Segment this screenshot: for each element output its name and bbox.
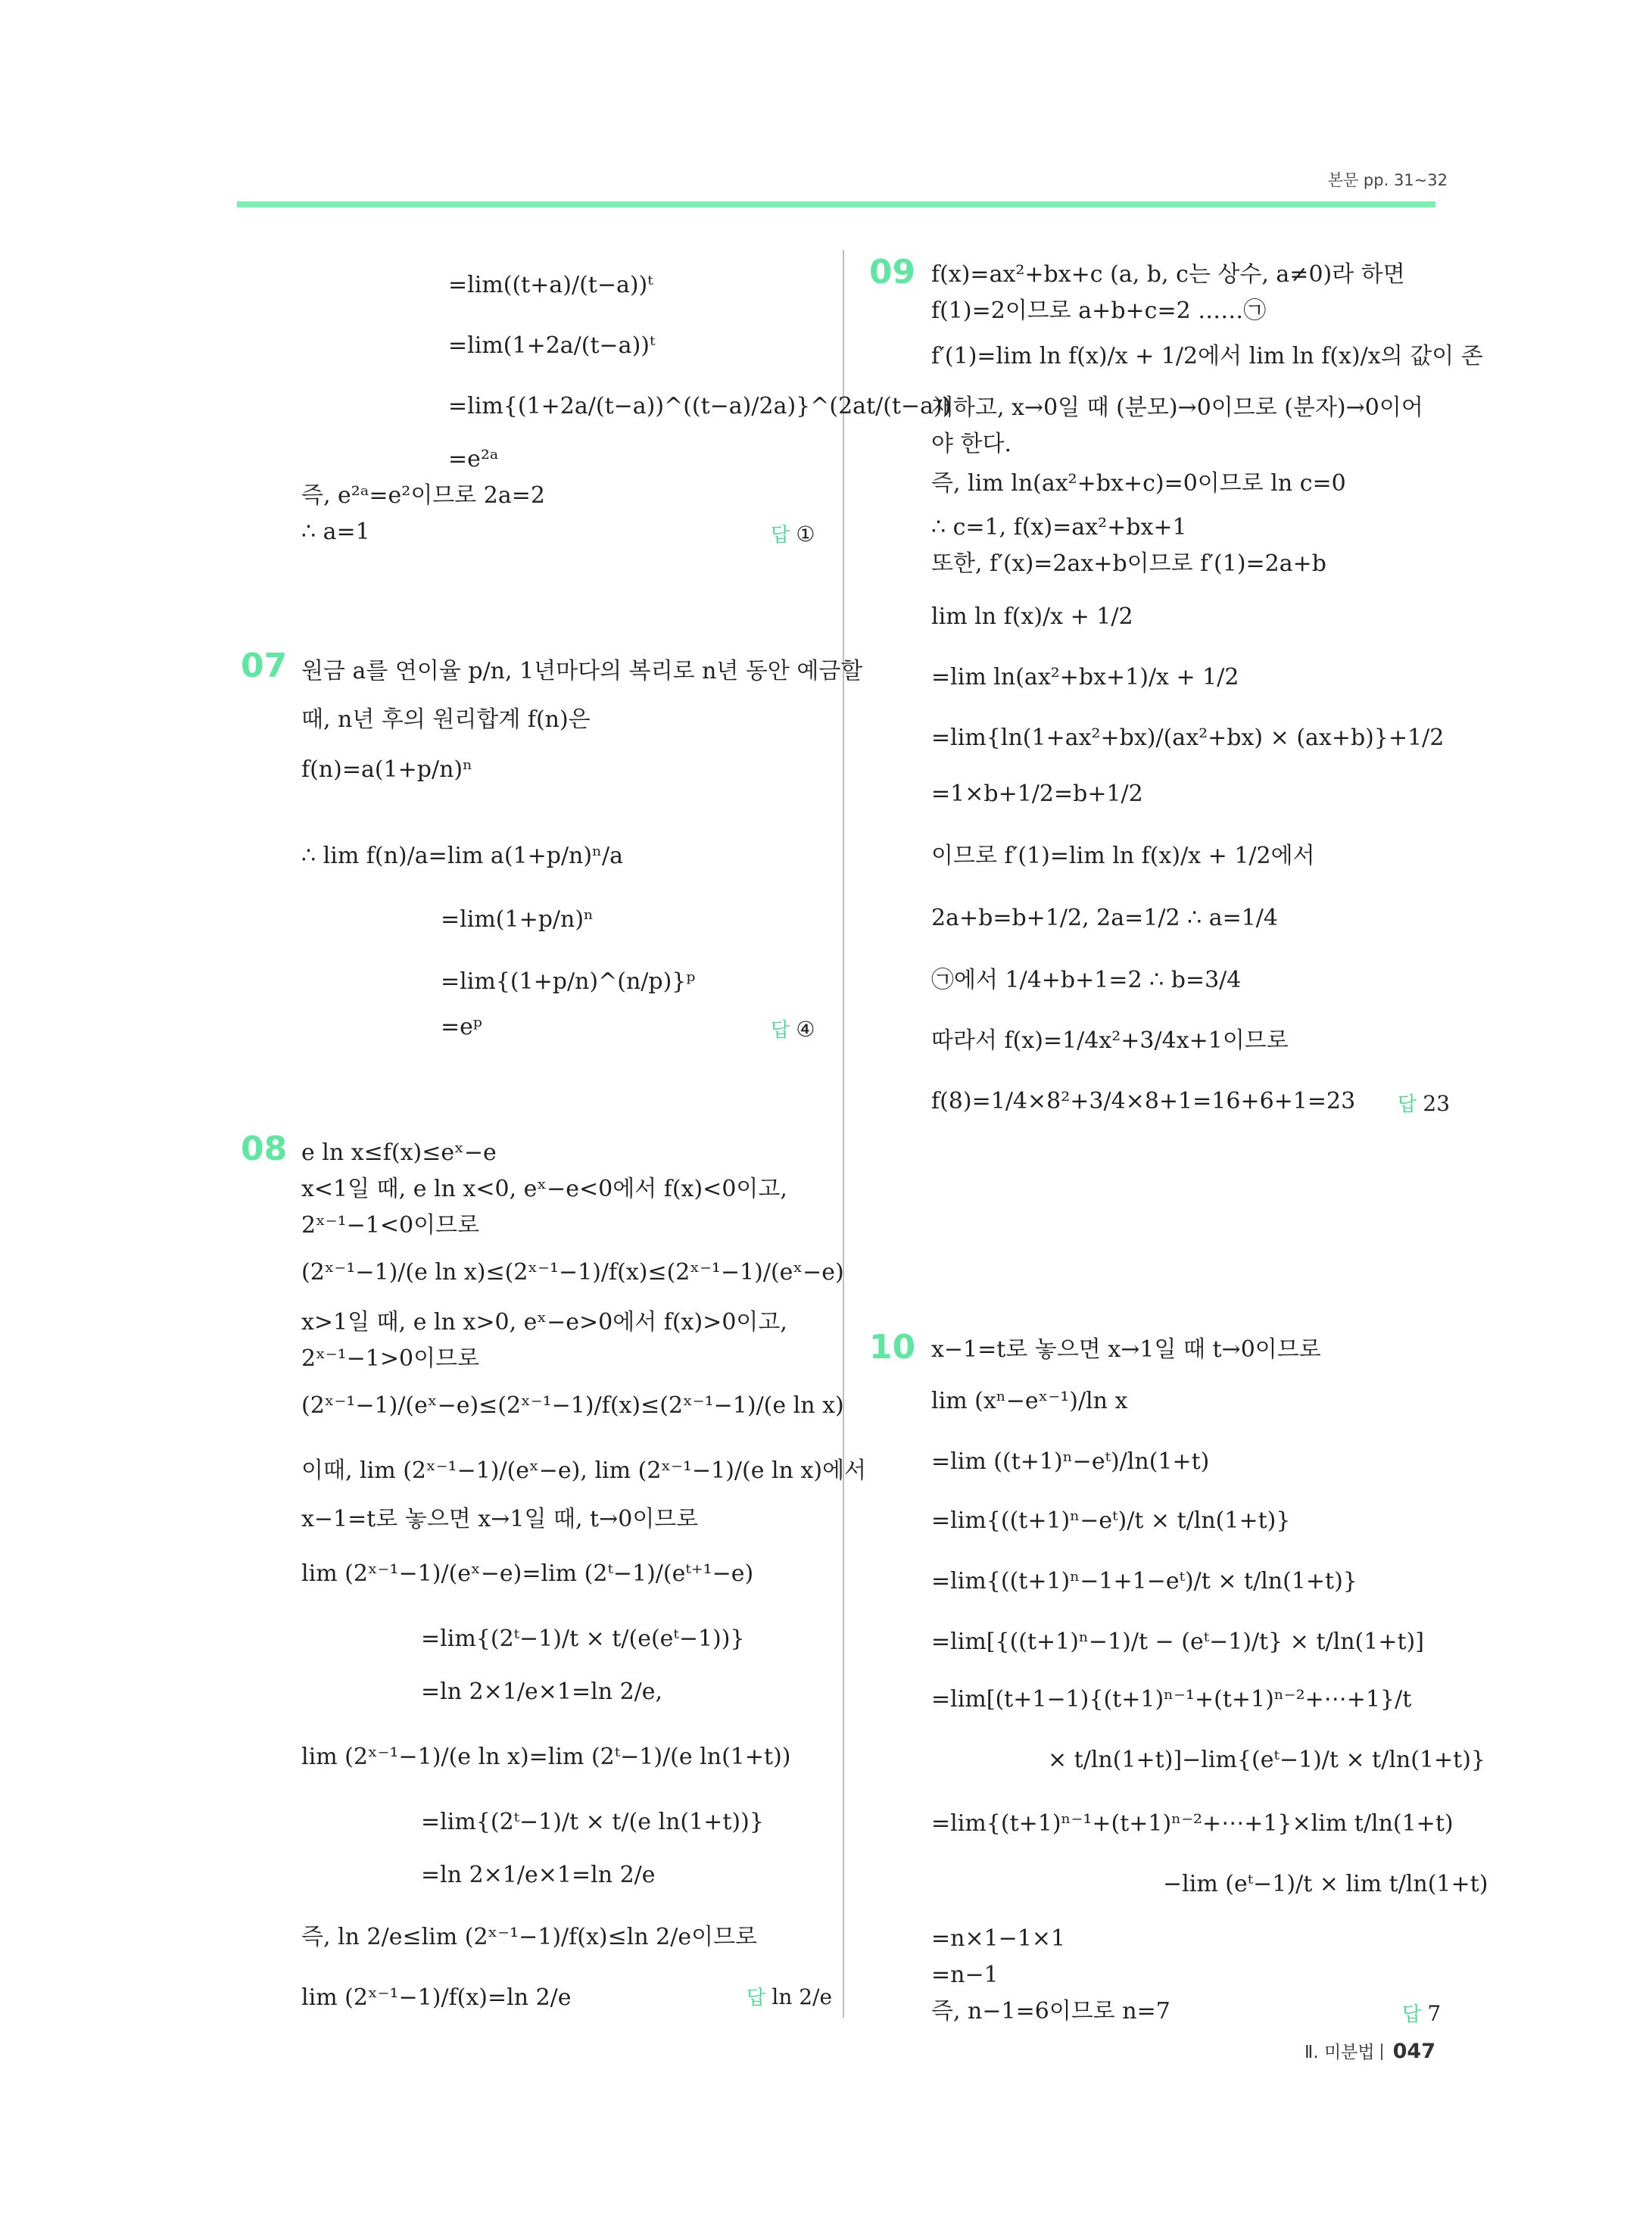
equation-line: =ln 2×1/e×1=ln 2/e [421,1862,656,1888]
equation-line: =lim{ln(1+ax²+bx)/(ax²+bx) × (ax+b)}+1/2 [931,725,1445,751]
page-reference: 본문 pp. 31~32 [1327,171,1448,189]
page-footer [1304,2038,1435,2063]
equation-line: × t/ln(1+t)]−lim{(eᵗ−1)/t × t/ln(1+t)} [1048,1747,1486,1773]
text-line: 2ˣ⁻¹−1<0이므로 [301,1212,480,1239]
equation-line: =lim{((t+1)ⁿ−eᵗ)/t × t/ln(1+t)} [931,1507,1291,1534]
problem-number: 09 [869,253,916,291]
answer-10: 답 7 [1402,2001,1442,2026]
text-line: x−1=t로 놓으면 x→1일 때, t→0이므로 [301,1506,699,1532]
equation-line: =e²ᵃ [448,446,499,472]
equation-line: (2ˣ⁻¹−1)/(e ln x)≤(2ˣ⁻¹−1)/f(x)≤(2ˣ⁻¹−1)/(eˣ−e) [301,1259,844,1286]
equation-line: e ln x≤f(x)≤eˣ−e [301,1139,497,1166]
equation-line: 또한, f′(x)=2ax+b이므로 f′(1)=2a+b [931,550,1326,577]
problem-number: 08 [241,1130,288,1168]
equation-line: ∴ lim f(n)/a=lim a(1+p/n)ⁿ/a [301,843,624,869]
equation-line: =lim{(2ᵗ−1)/t × t/(e(eᵗ−1))} [421,1626,745,1652]
equation-line: ∴ c=1, f(x)=ax²+bx+1 [931,514,1187,541]
text-line: 2ˣ⁻¹−1>0이므로 [301,1345,480,1372]
equation-line: =lim(1+2a/(t−a))ᵗ [448,332,656,359]
text-line: x−1=t로 놓으면 x→1일 때 t→0이므로 [931,1336,1321,1363]
equation-line: =lim{(1+p/n)^(n/p)}ᵖ [441,968,696,995]
equation-line: =lim{(1+2a/(t−a))^((t−a)/2a)}^(2at/(t−a)) [448,393,952,419]
equation-line: lim (2ˣ⁻¹−1)/(eˣ−e)=lim (2ᵗ−1)/(eᵗ⁺¹−e) [301,1560,754,1587]
equation-line: f′(1)=lim ln f(x)/x + 1/2에서 lim ln f(x)/x의 값이 존 [931,343,1483,369]
equation-line: 즉, lim ln(ax²+bx+c)=0이므로 ln c=0 [931,470,1346,497]
equation-line: lim ln f(x)/x + 1/2 [931,603,1133,630]
equation-line: (2ˣ⁻¹−1)/(eˣ−e)≤(2ˣ⁻¹−1)/f(x)≤(2ˣ⁻¹−1)/(e ln x) [301,1392,844,1419]
text-line: x<1일 때, e ln x<0, eˣ−e<0에서 f(x)<0이고, [301,1176,787,1202]
equation-line: ㉠에서 1/4+b+1=2 ∴ b=3/4 [931,967,1242,993]
equation-line: f(n)=a(1+p/n)ⁿ [301,756,473,783]
equation-line: f(8)=1/4×8²+3/4×8+1=16+6+1=23 [931,1088,1356,1114]
equation-line: =lim[(t+1−1){(t+1)ⁿ⁻¹+(t+1)ⁿ⁻²+⋯+1}/t [931,1686,1412,1713]
equation-line: =n−1 [931,1962,999,1988]
equation-line: =1×b+1/2=b+1/2 [931,781,1143,807]
text-line: 즉, e²ᵃ=e²이므로 2a=2 [301,482,545,509]
answer-07: 답 ④ [771,1017,815,1042]
header-rule [237,201,1435,207]
text-line: 원금 a를 연이율 p/n, 1년마다의 복리로 n년 동안 예금할 [301,658,863,684]
equation-line: 따라서 f(x)=1/4x²+3/4x+1이므로 [931,1027,1289,1054]
equation-line: =lim[{((t+1)ⁿ−1)/t − (eᵗ−1)/t} × t/ln(1+t)] [931,1629,1424,1655]
equation-line: f(x)=ax²+bx+c (a, b, c는 상수, a≠0)라 하면 [931,261,1405,288]
equation-line: 즉, ln 2/e≤lim (2ˣ⁻¹−1)/f(x)≤ln 2/e이므로 [301,1924,758,1950]
equation-line: =lim ((t+1)ⁿ−eᵗ)/ln(1+t) [931,1448,1210,1475]
equation-line: =lim ln(ax²+bx+1)/x + 1/2 [931,664,1239,690]
equation-line: =lim(1+p/n)ⁿ [441,906,594,933]
text-line: 야 한다. [931,431,1012,457]
equation-line: =lim{(2ᵗ−1)/t × t/(e ln(1+t))} [421,1809,764,1835]
equation-line: =lim((t+a)/(t−a))ᵗ [448,272,653,298]
problem-number: 10 [869,1328,916,1367]
equation-line: lim (2ˣ⁻¹−1)/(e ln x)=lim (2ᵗ−1)/(e ln(1+t)) [301,1744,791,1770]
chapter-label: Ⅱ. 미분법 [1304,2043,1375,2062]
equation-line: =eᵖ [441,1014,482,1040]
answer-06: 답 ① [771,522,815,547]
equation-line: lim (2ˣ⁻¹−1)/f(x)=ln 2/e [301,1984,572,2011]
page-number: 047 [1392,2040,1435,2063]
footer-divider [1381,2043,1382,2060]
equation-line: =n×1−1×1 [931,1925,1066,1952]
text-line: 때, n년 후의 원리합계 f(n)은 [301,706,591,733]
text-line: x>1일 때, e ln x>0, eˣ−e>0에서 f(x)>0이고, [301,1309,787,1336]
equation-line: 이므로 f′(1)=lim ln f(x)/x + 1/2에서 [931,843,1315,869]
equation-line: 2a+b=b+1/2, 2a=1/2 ∴ a=1/4 [931,905,1278,931]
equation-line: =ln 2×1/e×1=ln 2/e, [421,1679,663,1705]
text-line: 이때, lim (2ˣ⁻¹−1)/(eˣ−e), lim (2ˣ⁻¹−1)/(e ln x)에서 [301,1457,867,1484]
equation-line: =lim{(t+1)ⁿ⁻¹+(t+1)ⁿ⁻²+⋯+1}×lim t/ln(1+t) [931,1810,1454,1837]
equation-line: f(1)=2이므로 a+b+c=2 ……㉠ [931,298,1267,324]
text-line: 재하고, x→0일 때 (분모)→0이므로 (분자)→0이어 [931,394,1423,421]
column-divider [843,250,844,2018]
answer-09: 답 23 [1398,1091,1451,1116]
answer-08: 답 ln 2/e [747,1984,833,2009]
equation-line: =lim{((t+1)ⁿ−1+1−eᵗ)/t × t/ln(1+t)} [931,1568,1357,1594]
equation-line: lim (xⁿ−eˣ⁻¹)/ln x [931,1388,1128,1414]
text-line: 즉, n−1=6이므로 n=7 [931,1998,1170,2025]
equation-line: −lim (eᵗ−1)/t × lim t/ln(1+t) [1163,1871,1488,1897]
problem-number: 07 [241,647,288,685]
text-line: ∴ a=1 [301,519,370,545]
